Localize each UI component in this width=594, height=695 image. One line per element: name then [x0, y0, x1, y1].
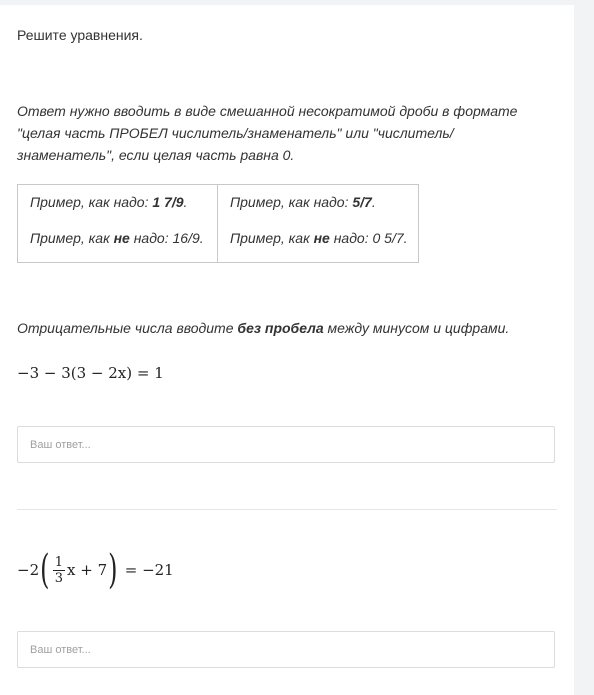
examples-table — [17, 184, 419, 263]
divider — [17, 509, 557, 510]
examples-col-mixed — [18, 185, 218, 263]
example-bad-mixed: Пример, как не надо: 16/9. — [30, 230, 204, 246]
instructions-text: Ответ нужно вводить в виде смешанной несократимой дроби в формате "целая часть ПРОБЕЛ числитель/знаменатель" или "числитель/знаменатель", если целая часть равна 0. — [17, 103, 518, 163]
equation-2-coef: −2 — [17, 561, 40, 579]
equation-1: −3 − 3(3 − 2x) = 1 — [17, 364, 164, 382]
equation-2 — [17, 545, 174, 595]
task-card — [0, 5, 574, 695]
right-paren: ) — [108, 547, 118, 593]
intro-text: Решите уравнения. — [17, 27, 143, 43]
equation-2-inner: x + 7 — [67, 561, 108, 579]
equation-2-rhs: = −21 — [124, 561, 174, 579]
answer-input-2[interactable] — [17, 631, 555, 668]
examples-col-fraction — [218, 185, 419, 263]
example-good-mixed: Пример, как надо: 1 7/9. — [30, 194, 188, 210]
example-good-fraction: Пример, как надо: 5/7. — [230, 194, 376, 210]
example-bad-fraction: Пример, как не надо: 0 5/7. — [230, 230, 408, 246]
answer-input-1[interactable] — [17, 426, 555, 463]
fraction-one-third: $\frac{1}{3}$ — [54, 554, 64, 586]
left-paren: ( — [40, 547, 50, 593]
negative-numbers-note: Отрицательные числа вводите без пробела между минусом и цифрами. — [17, 320, 510, 336]
